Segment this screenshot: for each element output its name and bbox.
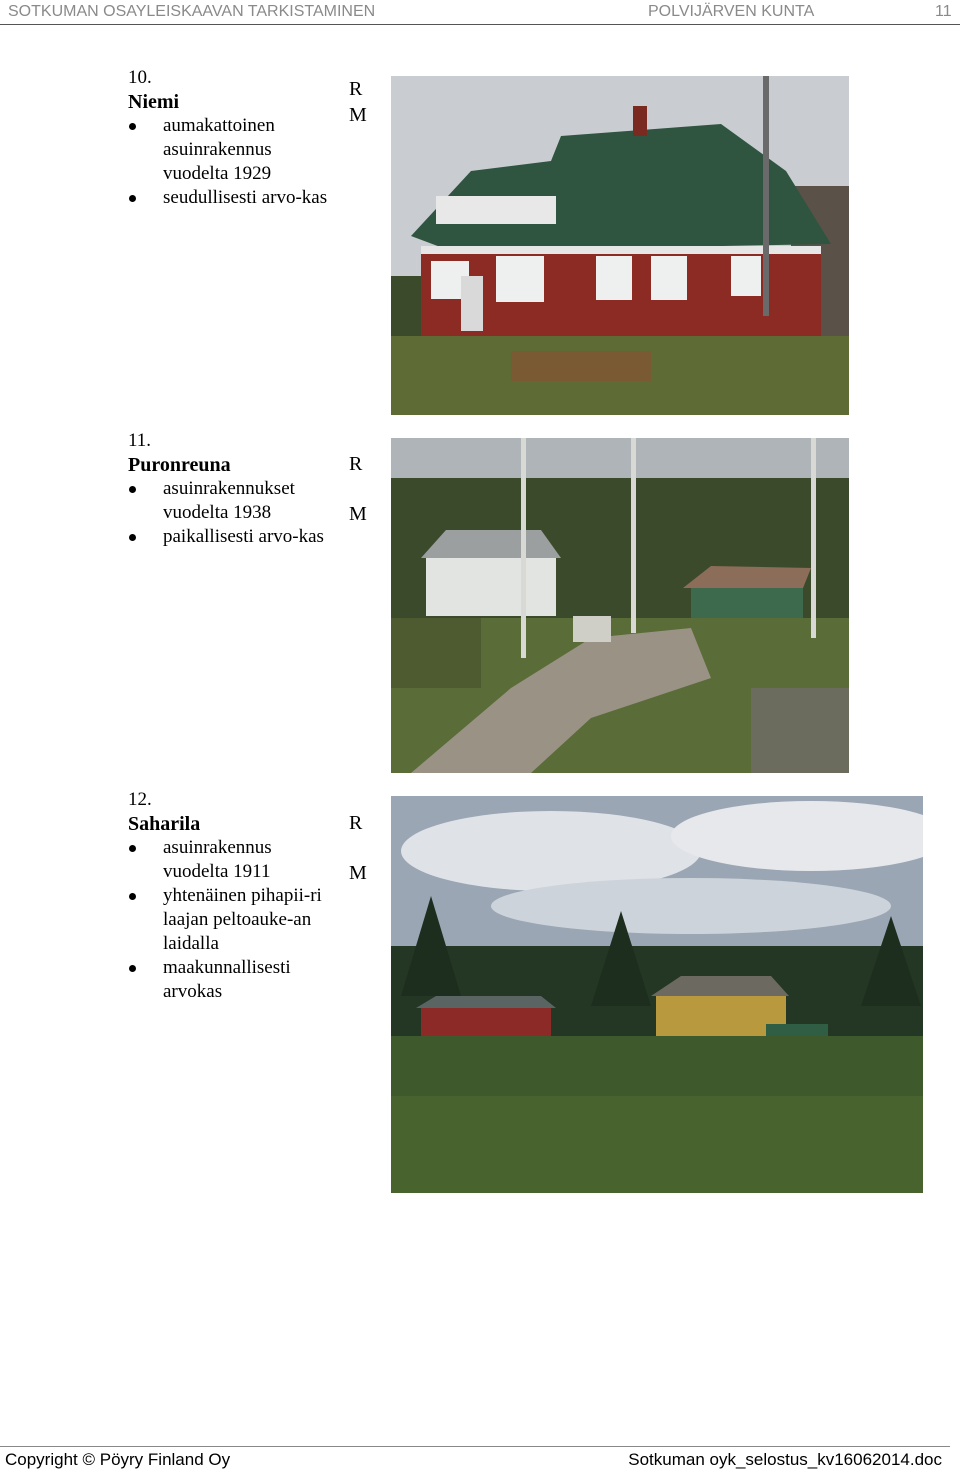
classification-puronreuna xyxy=(349,439,367,539)
classification-niemi xyxy=(349,76,367,128)
entry-number: 10. xyxy=(128,67,152,88)
entry-name: Puronreuna xyxy=(128,454,231,476)
class-m: M xyxy=(349,862,367,884)
classification-saharila xyxy=(349,798,367,898)
entry-bullets xyxy=(128,836,338,1004)
bullet-item: seudullisesti arvo-kas xyxy=(128,186,338,210)
class-r: R xyxy=(349,453,363,475)
bullet-item: aumakattoinen asuinrakennus vuodelta 1929 xyxy=(128,114,338,186)
entry-number: 11. xyxy=(128,430,152,451)
class-r: R xyxy=(349,812,363,834)
page-header xyxy=(0,0,960,26)
bullet-item: yhtenäinen pihapii-ri laajan peltoauke-an laidalla xyxy=(128,884,338,956)
class-r: R xyxy=(349,78,363,100)
header-document-title: SOTKUMAN OSAYLEISKAAVAN TARKISTAMINEN xyxy=(8,3,376,20)
entry-puronreuna xyxy=(128,429,338,549)
entry-name: Saharila xyxy=(128,813,201,835)
class-m: M xyxy=(349,104,367,126)
photo-saharila xyxy=(391,796,923,1193)
entry-saharila xyxy=(128,788,338,1004)
entry-number: 12. xyxy=(128,789,152,810)
header-divider xyxy=(0,24,960,25)
bullet-item: paikallisesti arvo-kas xyxy=(128,525,338,549)
header-municipality: POLVIJÄRVEN KUNTA xyxy=(648,3,815,20)
footer-copyright: Copyright © Pöyry Finland Oy xyxy=(5,1450,231,1469)
entry-bullets xyxy=(128,477,338,549)
entry-bullets xyxy=(128,114,338,210)
entry-name: Niemi xyxy=(128,91,180,113)
bullet-item: maakunnallisesti arvokas xyxy=(128,956,338,1004)
entry-niemi xyxy=(128,66,338,210)
photo-niemi xyxy=(391,76,849,415)
bullet-item: asuinrakennus vuodelta 1911 xyxy=(128,836,338,884)
class-m: M xyxy=(349,503,367,525)
bullet-item: asuinrakennukset vuodelta 1938 xyxy=(128,477,338,525)
photo-puronreuna xyxy=(391,438,849,773)
footer-filename: Sotkuman oyk_selostus_kv16062014.doc xyxy=(628,1450,942,1469)
footer-divider xyxy=(0,1446,950,1447)
page-number: 11 xyxy=(935,3,952,20)
